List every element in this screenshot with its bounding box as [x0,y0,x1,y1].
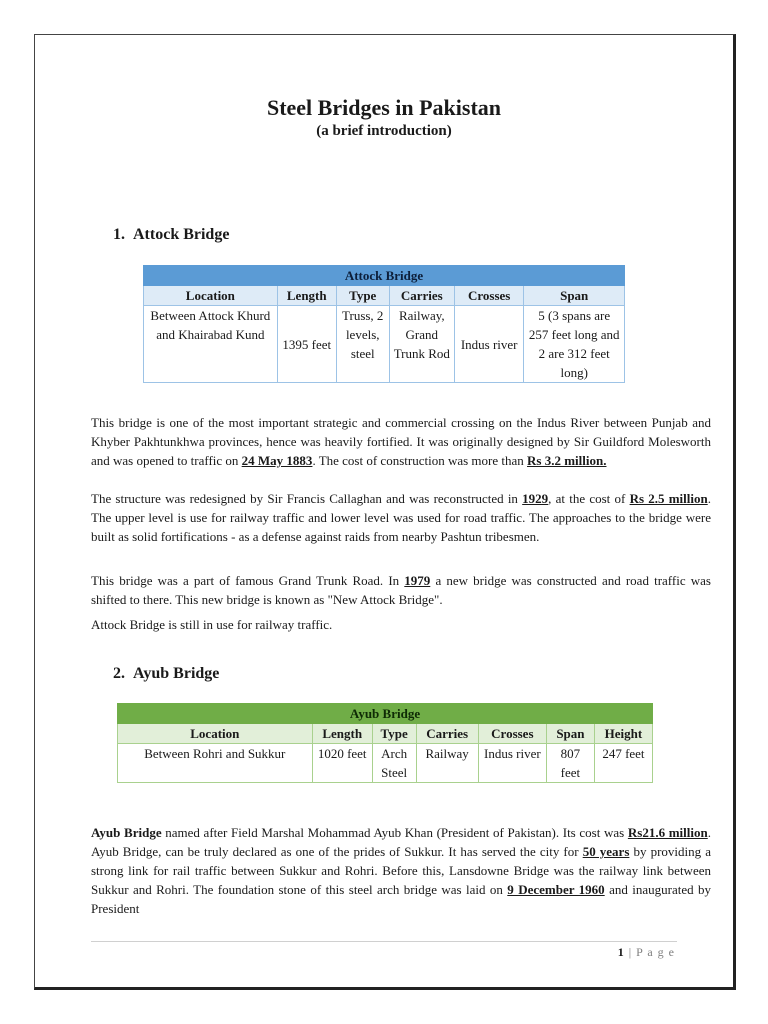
column-header: Height [594,724,652,744]
table-cell: Railway, Grand Trunk Rod [389,306,454,383]
paragraph-text: The structure was redesigned by Sir Francis Callaghan and was reconstructed in [91,491,523,506]
document-subtitle: (a brief introduction) [316,123,452,139]
highlight-year: 1929 [522,491,549,506]
table-cell: Between Rohri and Sukkur [118,744,313,783]
column-header: Crosses [454,286,523,306]
column-header: Carries [389,286,454,306]
column-header: Length [312,724,372,744]
page-label: P a g e [636,945,675,959]
highlight-cost: Rs 2.5 million [629,491,708,506]
paragraph-text: by providing a strong link for rail traffic between Sukkur and Rohri. Before this, Lansdowne Bridge was the railway link between Sukkur and Rohri. The foundation stone of this steel arch bridge was laid on [91,844,711,897]
page-number: 1 [617,945,625,959]
footer-separator: | [624,945,637,959]
paragraph [91,571,711,609]
table-caption-row [144,266,625,286]
paragraph-text: a new bridge was constructed and road traffic was shifted to there. This new bridge is known as "New Attock Bridge". [91,573,711,607]
table-header-row [118,724,653,744]
column-header: Carries [416,724,478,744]
table-cell: Between Attock Khurd and Khairabad Kund [144,306,278,383]
table-cell: 5 (3 spans are 257 feet long and 2 are 312 feet long) [524,306,625,383]
table-header-row [144,286,625,306]
highlight-year: 1979 [404,573,431,588]
highlight-cost: Rs 3.2 million. [527,453,607,468]
column-header: Crosses [478,724,546,744]
section-title: Attock Bridge [133,226,230,243]
paragraph-text: This bridge was a part of famous Grand Trunk Road. In [91,573,405,588]
column-header: Location [144,286,278,306]
column-header: Type [372,724,416,744]
column-header: Type [336,286,389,306]
paragraph [91,615,711,634]
document-page [34,34,736,990]
table-cell: 1020 feet [312,744,372,783]
paragraph-text: . The cost of construction was more than [312,453,528,468]
table-cell: Indus river [454,306,523,383]
paragraph-text: . Ayub Bridge, can be truly declared as one of the prides of Sukkur. It has served the city for [91,825,711,859]
table-cell: Railway [416,744,478,783]
paragraph-text: . The upper level is use for railway traffic and lower level was used for road traffic. The approaches to the bridge were built as solid fortifications - as a defense against raids from nearby Pashtun tribesmen. [91,491,711,544]
paragraph-text: and inaugurated by President [91,882,712,916]
paragraph [91,489,711,546]
paragraph-text: This bridge is one of the most important strategic and commercial crossing on the Indus River between Punjab and Khyber Pakhtunkhwa provinces, hence was heavily fortified. It was originally designed by Sir Guildford Molesworth and was opened to traffic on [91,415,711,468]
highlight-date: 24 May 1883 [241,453,313,468]
column-header: Length [277,286,336,306]
highlight-date: 9 December 1960 [507,882,605,897]
table-cell: 807 feet [546,744,594,783]
paragraph-text: , at the cost of [548,491,630,506]
table-cell: 1395 feet [277,306,336,383]
table-caption-row [118,704,653,724]
table-caption: Attock Bridge [144,266,625,286]
table-cell: 247 feet [594,744,652,783]
attock-bridge-table [143,265,625,383]
footer-divider [91,941,677,942]
paragraph-text: named after Field Marshal Mohammad Ayub Khan (President of Pakistan). Its cost was [161,825,628,840]
paragraph [91,413,711,470]
table-caption: Ayub Bridge [118,704,653,724]
section-title: Ayub Bridge [133,665,220,682]
table-row [118,744,653,783]
paragraph-lead: Ayub Bridge [91,825,162,840]
column-header: Span [546,724,594,744]
paragraph-text: Attock Bridge is still in use for railway traffic. [91,617,333,632]
paragraph [91,823,711,918]
document-title: Steel Bridges in Pakistan [266,95,502,120]
highlight-cost: Rs21.6 million [627,825,708,840]
section-heading-ayub [113,665,219,683]
column-header: Span [524,286,625,306]
table-cell: Indus river [478,744,546,783]
table-row [144,306,625,383]
table-cell: Truss, 2 levels, steel [336,306,389,383]
table-cell: Arch Steel [372,744,416,783]
ayub-bridge-table [117,703,653,783]
section-heading-attock [113,226,229,244]
section-number: 1. [113,226,125,243]
highlight-duration: 50 years [582,844,630,859]
section-number: 2. [113,665,125,682]
column-header: Location [118,724,313,744]
page-footer [618,945,675,960]
